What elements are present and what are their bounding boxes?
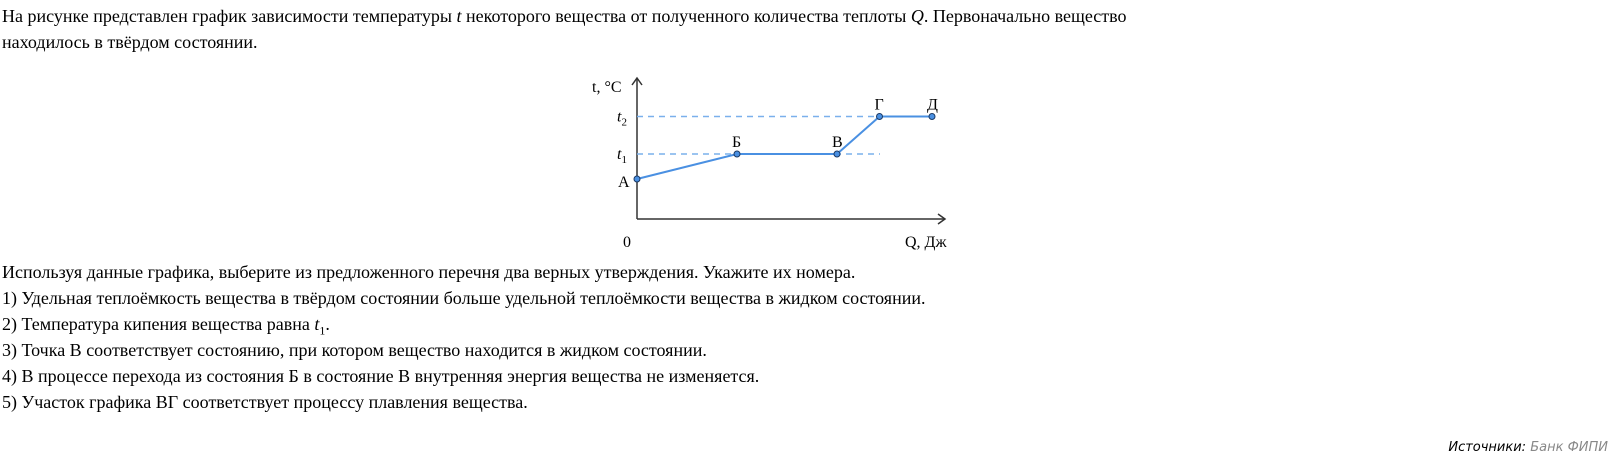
intro-line-2: находилось в твёрдом состоянии. [2, 32, 258, 52]
y-axis-label: t, °C [592, 79, 622, 96]
text: . Первоначально вещество [923, 6, 1127, 26]
text: 2) Температура кипения вещества равна [2, 314, 315, 334]
statement-5: 5) Участок графика ВГ соответствует процессу плавления вещества. [2, 392, 528, 412]
data-point [734, 151, 740, 157]
data-point [634, 176, 640, 182]
source [1448, 440, 1608, 455]
y-tick-sub: 2 [621, 116, 627, 129]
y-tick-label [617, 109, 627, 129]
intro-line-1 [2, 3, 1127, 29]
statement-1: 1) Удельная теплоёмкость вещества в твёрдом состоянии больше удельной теплоёмкости вещества в жидком состоянии. [2, 288, 926, 308]
text: некоторого вещества от полученного количества теплоты [461, 6, 911, 26]
source-label: Источники: [1448, 440, 1527, 455]
task-text: Используя данные графика, выберите из предложенного перечня два верных утверждения. Укажите их номера. [2, 262, 856, 282]
y-tick-label [617, 146, 627, 166]
point-label: Б [732, 134, 742, 151]
subscript: 1 [319, 323, 326, 338]
y-tick-var: t [617, 146, 622, 163]
y-tick-var: t [617, 108, 622, 126]
x-axis-label: Q, Дж [905, 234, 947, 251]
var-q: Q [910, 6, 924, 26]
point-label: Д [927, 96, 938, 114]
data-line [637, 117, 932, 180]
var-t: t [456, 6, 462, 26]
y-tick-sub: 1 [621, 154, 627, 166]
statement-3: 3) Точка В соответствует состоянию, при котором вещество находится в жидком состоянии. [2, 340, 707, 360]
point-label: Г [874, 96, 884, 114]
point-label: В [832, 134, 843, 151]
text: . [325, 314, 330, 334]
var-t: t [314, 314, 320, 334]
temperature-heat-chart [580, 70, 960, 255]
source-link[interactable]: Банк ФИПИ [1530, 440, 1608, 455]
data-point [834, 151, 840, 157]
data-point [877, 114, 883, 120]
text: На рисунке представлен график зависимости температуры [2, 6, 457, 26]
statement-4: 4) В процессе перехода из состояния Б в состояние В внутренняя энергия вещества не изменяется. [2, 366, 760, 386]
origin-label: 0 [623, 234, 631, 251]
data-point [929, 114, 935, 120]
point-label: А [618, 174, 630, 191]
